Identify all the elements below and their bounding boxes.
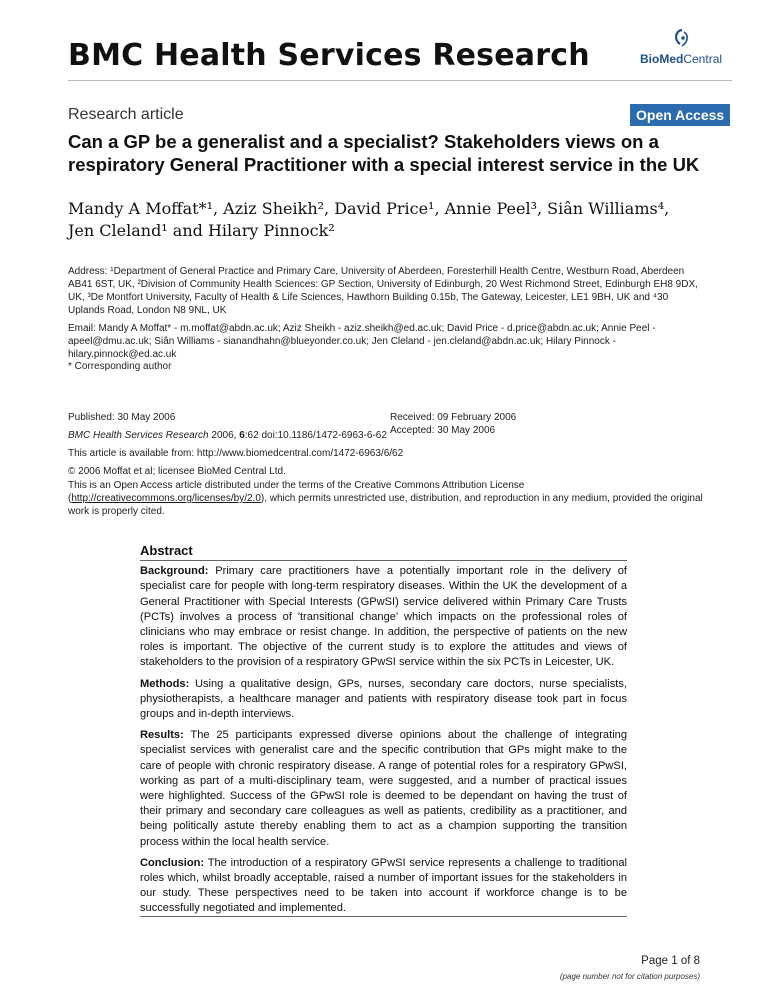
citation-volume: 6 xyxy=(239,430,245,441)
background-label: Background: xyxy=(140,565,209,578)
license-text-after: ), which permits unrestricted use, distribution, and reproduction in any medium, provided the original work is properly cited. xyxy=(68,493,703,517)
abstract-heading: Abstract xyxy=(140,543,627,561)
page-number-note: (page number not for citation purposes) xyxy=(559,972,700,981)
results-text: The 25 participants expressed diverse opinions about the challenge of integrating specialist services with generalist care and the specific contribution that GPs might make to the care of people with chronic respiratory disease. A range of potential roles for a respiratory GPwSI, working as part of a multi-disciplinary team, were suggested, and a number of practical issues were highlighted. Success of the GPwSI role is deemed to be dependant on having the trust of their primary and secondary care colleagues as well as patients, credibility as a practitioner, and being politically astute thereby enabling them to act as a champion supporting the transition process within the local health service. xyxy=(140,729,627,848)
author-addresses: Address: ¹Department of General Practice and Primary Care, University of Aberdeen, Foresterhill Health Centre, Westburn Road, Aberdeen AB41 6ST, UK, ²Division of Community Health Sciences: GP Section, University of Edinburgh, 20 West Richmond Street, Edinburgh EH8 9DX, UK, ³De Montfort University, Faculty of Health & Life Sciences, Hawthorn Building 0.15b, The Gateway, Leicester, LE1 9BH, UK and ⁴30 Uplands Road, London N8 9NL, UK xyxy=(68,266,698,316)
abstract-methods xyxy=(140,677,627,723)
citation-journal: BMC Health Services Research xyxy=(68,430,209,441)
authors-line-2: Jen Cleland¹ and Hilary Pinnock² xyxy=(68,221,335,240)
citation-doi: :62 doi:10.1186/1472-6963-6-62 xyxy=(244,430,387,441)
authors-line-1: Mandy A Moffat*¹, Aziz Sheikh², David Price¹, Annie Peel³, Siân Williams⁴, xyxy=(68,199,670,218)
abstract-bottom-rule xyxy=(140,916,627,917)
article-type: Research article xyxy=(68,106,184,123)
abstract xyxy=(140,543,627,923)
conclusion-text: The introduction of a respiratory GPwSI service represents a challenge to traditional roles which, whilst broadly acceptable, raised a number of important issues for the stakeholders in our study. These perspectives need to be taken into account if workforce change is to be successfully negotiated and implemented. xyxy=(140,856,627,915)
author-list xyxy=(68,198,728,242)
accepted-date: Accepted: 30 May 2006 xyxy=(390,425,496,436)
copyright: © 2006 Moffat et al; licensee BioMed Central Ltd. xyxy=(68,466,286,477)
swirl-icon xyxy=(670,28,694,50)
biomed-central-logo[interactable] xyxy=(640,28,730,70)
logo-text-biomed: BioMed xyxy=(640,52,684,66)
license-link[interactable]: http://creativecommons.org/licenses/by/2.0 xyxy=(71,493,261,504)
author-emails: Email: Mandy A Moffat* - m.moffat@abdn.ac.uk; Aziz Sheikh - aziz.sheikh@ed.ac.uk; David Price - d.price@abdn.ac.uk; Annie Peel - apeel@dmu.ac.uk; Siân Williams - sianandhahn@blueyonder.co.uk; Jen Cleland - jen.cleland@abdn.ac.uk; Hilary Pinnock - hilary.pinnock@ed.ac.uk xyxy=(68,323,656,360)
abstract-results xyxy=(140,728,627,850)
page-number: Page 1 of 8 xyxy=(641,955,700,967)
logo-text-central: Central xyxy=(683,52,723,66)
citation-year: 2006, xyxy=(208,430,240,441)
article-url[interactable]: This article is available from: http://www.biomedcentral.com/1472-6963/6/62 xyxy=(68,448,404,459)
citation xyxy=(68,429,388,442)
license-block xyxy=(68,465,708,518)
results-label: Results: xyxy=(140,729,184,742)
abstract-background xyxy=(140,564,627,670)
header-rule xyxy=(68,80,732,81)
article-title: Can a GP be a generalist and a specialist? Stakeholders views on a respiratory General Practitioner with a special interest service in the UK xyxy=(68,131,700,175)
published-date: Published: 30 May 2006 xyxy=(68,412,176,423)
open-access-badge[interactable]: Open Access xyxy=(630,104,730,126)
received-accepted xyxy=(390,411,590,437)
methods-label: Methods: xyxy=(140,677,190,690)
license-text xyxy=(68,479,708,518)
journal-title: BMC Health Services Research xyxy=(68,38,590,73)
methods-text: Using a qualitative design, GPs, nurses, secondary care doctors, nurse specialists, physiotherapists, a healthcare manager and patients with respiratory disease took part in focus groups and in-depth interviews. xyxy=(140,677,627,721)
background-text: Primary care practitioners have a potentially important role in the delivery of specialist care for people with long-term respiratory diseases. Within the UK the development of a General Practitioner with Special Interests (GPwSI) service delivered within Primary Care Trusts (PCTs) involves a process of 'transitional change' which impacts on the professional roles of clinicians who may embrace or resist change. In addition, the perspective of patients on the new roles is important. The objective of the current study is to explore the attitudes and views of stakeholders to the provision of a respiratory GPwSI service within the six PCTs in Leicester, UK. xyxy=(140,565,627,669)
corresponding-author-note: * Corresponding author xyxy=(68,361,172,372)
received-date: Received: 09 February 2006 xyxy=(390,412,517,423)
license-text-before: This is an Open Access article distributed under the terms of the Creative Commons Attribution License ( xyxy=(68,480,525,504)
publication-info xyxy=(68,411,388,442)
conclusion-label: Conclusion: xyxy=(140,856,205,869)
abstract-conclusion xyxy=(140,856,627,917)
